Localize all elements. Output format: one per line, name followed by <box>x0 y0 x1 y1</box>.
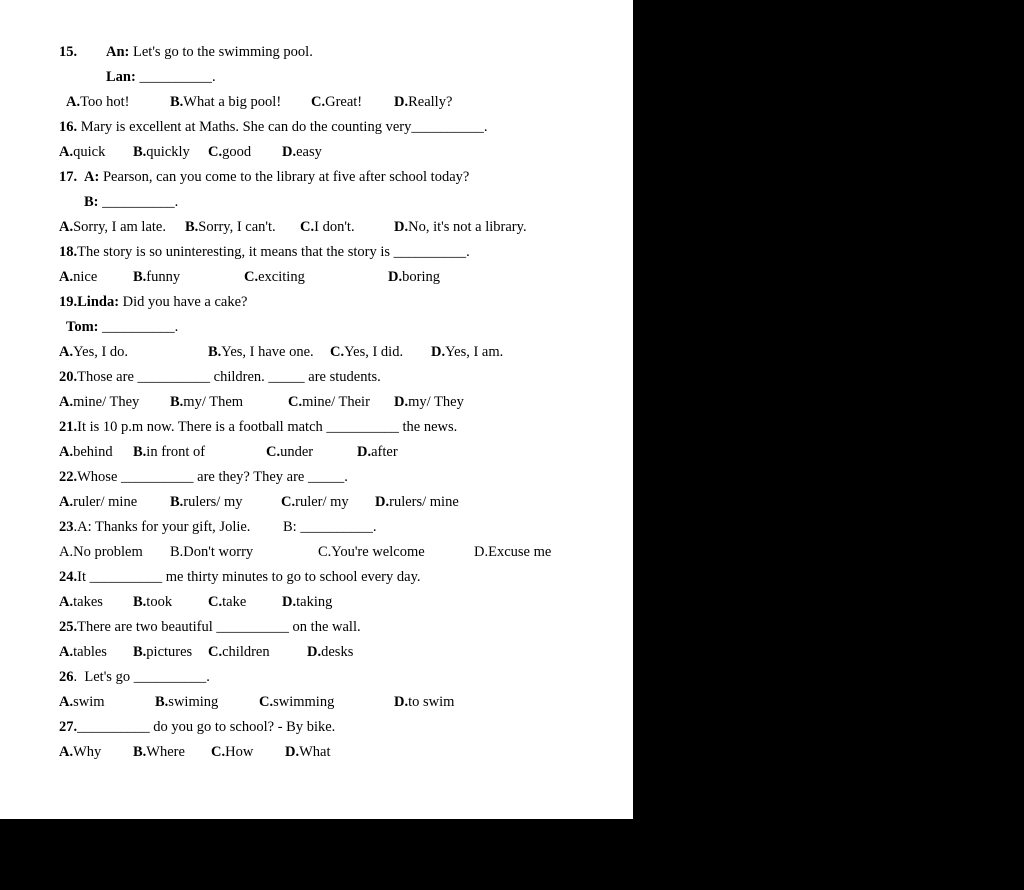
question-23-options <box>0 540 633 565</box>
question-22-options <box>0 490 633 515</box>
question-20-options <box>0 390 633 415</box>
option-d[interactable]: D.desks <box>307 644 354 660</box>
question-17-options <box>0 215 633 240</box>
question-23-stem: 23.A: Thanks for your gift, Jolie. B: __________. <box>59 519 377 535</box>
question-17-stem: 17. A: Pearson, can you come to the library at five after school today? <box>59 169 470 185</box>
option-a[interactable]: A.Too hot! <box>66 94 130 110</box>
question-21-stem: 21.It is 10 p.m now. There is a football match __________ the news. <box>59 419 458 435</box>
option-b[interactable]: B.pictures <box>133 644 193 660</box>
question-16-options <box>0 140 633 165</box>
option-a[interactable]: A.No problem <box>59 544 143 560</box>
option-a[interactable]: A.nice <box>59 269 98 285</box>
question-19-reply: Tom: __________. <box>66 319 179 335</box>
question-17-reply: B: __________. <box>84 194 179 210</box>
option-d[interactable]: D.easy <box>282 144 322 160</box>
question-24-options <box>0 590 633 615</box>
option-a[interactable]: A.takes <box>59 594 103 610</box>
option-a[interactable]: A.Yes, I do. <box>59 344 129 360</box>
question-15-options <box>0 90 633 115</box>
option-d[interactable]: D.Excuse me <box>474 544 552 560</box>
option-b[interactable]: B.Sorry, I can't. <box>185 219 276 235</box>
option-a[interactable]: A.tables <box>59 644 107 660</box>
option-a[interactable]: A.quick <box>59 144 106 160</box>
question-25-stem: 25.There are two beautiful __________ on the wall. <box>59 619 361 635</box>
option-b[interactable]: B.rulers/ my <box>170 494 243 510</box>
option-c[interactable]: C.take <box>208 594 247 610</box>
option-c[interactable]: C.swimming <box>259 694 335 710</box>
option-d[interactable]: D.No, it's not a library. <box>394 219 527 235</box>
question-16-stem: 16. Mary is excellent at Maths. She can do the counting very__________. <box>59 119 488 135</box>
option-c[interactable]: C.I don't. <box>300 219 355 235</box>
question-22-stem: 22.Whose __________ are they? They are _____. <box>59 469 348 485</box>
option-a[interactable]: A.ruler/ mine <box>59 494 138 510</box>
option-c[interactable]: C.Great! <box>311 94 363 110</box>
question-27-options <box>0 740 633 765</box>
question-18-options <box>0 265 633 290</box>
question-18-stem: 18.The story is so uninteresting, it means that the story is __________. <box>59 244 470 260</box>
option-b[interactable]: B.my/ Them <box>170 394 244 410</box>
option-b[interactable]: B.What a big pool! <box>170 94 282 110</box>
question-26-options <box>0 690 633 715</box>
option-b[interactable]: B.took <box>133 594 173 610</box>
question-27-stem: 27.__________ do you go to school? - By bike. <box>59 719 336 735</box>
option-d[interactable]: D.my/ They <box>394 394 464 410</box>
option-a[interactable]: A.swim <box>59 694 105 710</box>
question-24-stem: 24.It __________ me thirty minutes to go to school every day. <box>59 569 421 585</box>
option-d[interactable]: D.Really? <box>394 94 453 110</box>
question-25-options <box>0 640 633 665</box>
option-c[interactable]: C.exciting <box>244 269 305 285</box>
option-b[interactable]: B.Don't worry <box>170 544 254 560</box>
option-a[interactable]: A.behind <box>59 444 113 460</box>
option-d[interactable]: D.after <box>357 444 398 460</box>
option-b[interactable]: B.Where <box>133 744 185 760</box>
option-b[interactable]: B.in front of <box>133 444 206 460</box>
option-a[interactable]: A.mine/ They <box>59 394 140 410</box>
option-c[interactable]: C.ruler/ my <box>281 494 349 510</box>
question-21-options <box>0 440 633 465</box>
option-d[interactable]: D.rulers/ mine <box>375 494 459 510</box>
option-a[interactable]: A.Why <box>59 744 102 760</box>
option-c[interactable]: C.You're welcome <box>318 544 425 560</box>
option-b[interactable]: B.swiming <box>155 694 219 710</box>
option-b[interactable]: B.Yes, I have one. <box>208 344 314 360</box>
question-26-stem: 26. Let's go __________. <box>59 669 210 685</box>
option-d[interactable]: D.What <box>285 744 331 760</box>
question-19-options <box>0 340 633 365</box>
option-a[interactable]: A.Sorry, I am late. <box>59 219 166 235</box>
question-15-reply: Lan: __________. <box>106 69 216 85</box>
option-d[interactable]: D.taking <box>282 594 333 610</box>
option-c[interactable]: C.How <box>211 744 254 760</box>
option-b[interactable]: B.funny <box>133 269 181 285</box>
option-c[interactable]: C.children <box>208 644 270 660</box>
option-d[interactable]: D.Yes, I am. <box>431 344 504 360</box>
question-15-stem: 15. An: Let's go to the swimming pool. <box>59 44 313 60</box>
option-c[interactable]: C.mine/ Their <box>288 394 370 410</box>
option-c[interactable]: C.under <box>266 444 314 460</box>
option-c[interactable]: C.Yes, I did. <box>330 344 404 360</box>
question-19-stem: 19.Linda: Did you have a cake? <box>59 294 248 310</box>
question-20-stem: 20.Those are __________ children. _____ are students. <box>59 369 381 385</box>
option-d[interactable]: D.to swim <box>394 694 455 710</box>
option-c[interactable]: C.good <box>208 144 252 160</box>
option-d[interactable]: D.boring <box>388 269 440 285</box>
option-b[interactable]: B.quickly <box>133 144 190 160</box>
